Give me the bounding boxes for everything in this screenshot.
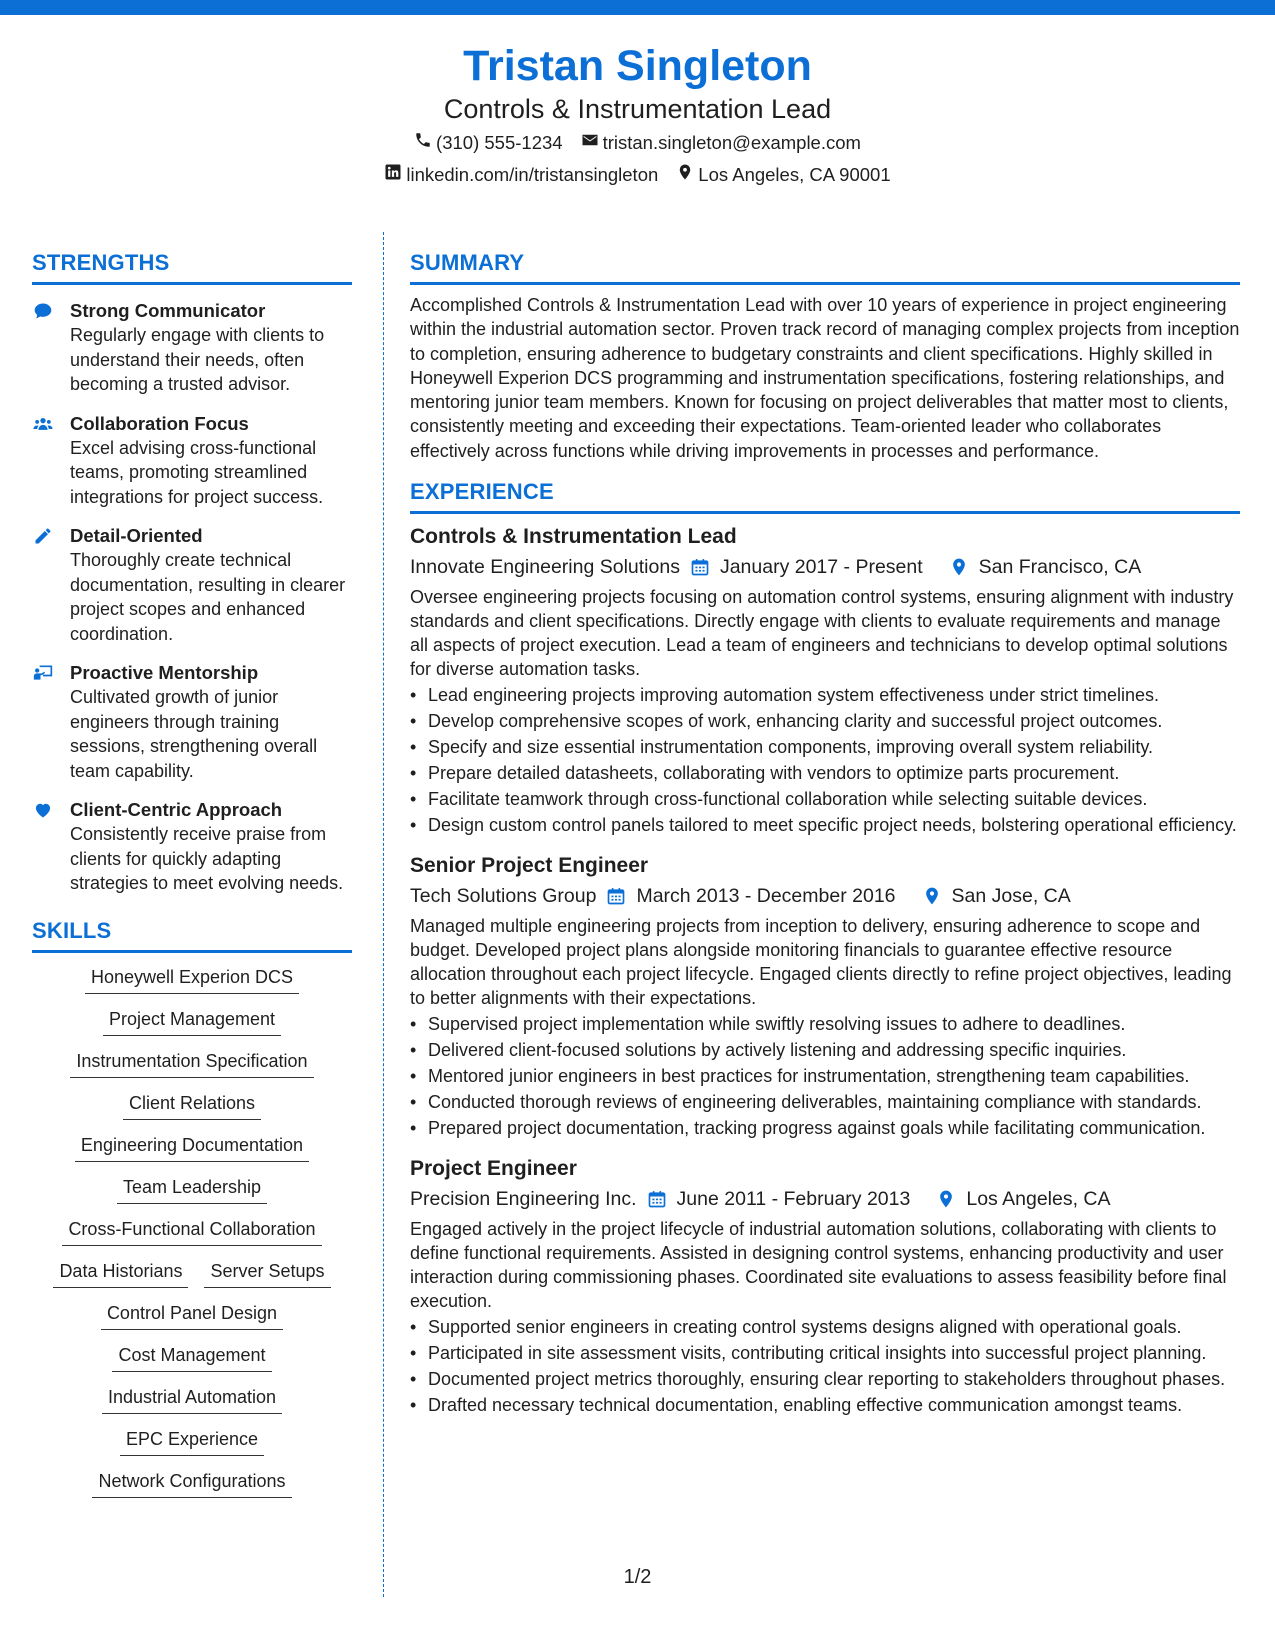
job-meta	[410, 881, 1240, 911]
skill-row	[32, 1049, 352, 1078]
map-pin-icon	[949, 557, 969, 577]
skill-row	[32, 1343, 352, 1372]
resume-header	[0, 40, 1275, 190]
job-bullets	[410, 683, 1240, 837]
skill-row	[32, 965, 352, 994]
strength-title: Proactive Mentorship	[70, 662, 259, 683]
job-meta	[410, 552, 1240, 582]
job-meta	[410, 1184, 1240, 1214]
job-location: San Jose, CA	[951, 885, 1071, 908]
strength-item	[32, 661, 352, 783]
page-indicator: 1/2	[623, 1566, 652, 1588]
job-role: Senior Project Engineer	[410, 854, 649, 878]
right-column	[410, 248, 1240, 1419]
teacher-icon	[32, 661, 56, 783]
bullet-item: • Documented project metrics thoroughly, ensuring clear reporting to stakeholders throughout phases.	[410, 1367, 1240, 1391]
job-description: Engaged actively in the project lifecycle of industrial automation solutions, collaborating with clients to define functional requirements. Assisted in designing control systems, enhancing productivity and user interaction during commissioning phases. Coordinated site evaluations to assess feasibility before final execution.	[410, 1219, 1227, 1312]
skill-row	[32, 1133, 352, 1162]
map-pin-icon	[922, 886, 942, 906]
strength-item	[32, 299, 352, 397]
calendar-icon	[647, 1189, 667, 1209]
job-company: Tech Solutions Group	[410, 885, 597, 908]
left-column	[32, 248, 352, 1511]
skill-tag: Network Configurations	[92, 1469, 291, 1498]
strength-item	[32, 412, 352, 510]
users-icon	[32, 412, 56, 510]
skill-row	[32, 1469, 352, 1498]
contact-row-2	[0, 160, 1275, 190]
strength-item	[32, 798, 352, 896]
bullet-item: • Participated in site assessment visits, contributing critical insights into successful project planning.	[410, 1341, 1240, 1365]
candidate-name: Tristan Singleton	[463, 42, 812, 90]
bullet-item: • Design custom control panels tailored to meet specific project needs, bolstering operational efficiency.	[410, 813, 1240, 837]
phone-icon	[414, 128, 432, 158]
heart-icon	[32, 798, 56, 896]
bullet-item: • Delivered client-focused solutions by actively listening and addressing specific inquiries.	[410, 1038, 1240, 1062]
summary-text: Accomplished Controls & Instrumentation Lead with over 10 years of experience in project engineering within the industrial automation sector. Proven track record of managing complex projects from inception to completion, ensuring adherence to budgetary constraints and client specifications. Highly skilled in Honeywell Experion DCS programming and instrumentation specifications, fostering relationships, and mentoring junior team members. Known for focusing on project deliverables that matter most to clients, consistently meeting and exceeding their expectations. Team-oriented leader who collaborates effectively across functions while driving improvements in processes and performance.	[410, 295, 1240, 461]
bullet-item: • Mentored junior engineers in best practices for instrumentation, strengthening team capabilities.	[410, 1064, 1240, 1088]
skill-tag: Project Management	[103, 1007, 281, 1036]
contact-row-1	[0, 128, 1275, 158]
skill-tag: Honeywell Experion DCS	[85, 965, 299, 994]
strength-desc: Excel advising cross-functional teams, promoting streamlined integrations for project success.	[70, 437, 324, 507]
skill-tag: Cross-Functional Collaboration	[62, 1217, 321, 1246]
job-bullets	[410, 1012, 1240, 1140]
linkedin-url: linkedin.com/in/tristansingleton	[406, 164, 659, 185]
candidate-title: Controls & Instrumentation Lead	[443, 94, 832, 124]
job-role: Project Engineer	[410, 1157, 577, 1181]
bullet-item: • Prepare detailed datasheets, collaborating with vendors to optimize parts procurement.	[410, 761, 1240, 785]
bullet-item: • Specify and size essential instrumentation components, improving overall system reliability.	[410, 735, 1240, 759]
job-entry	[410, 1154, 1240, 1417]
job-description: Oversee engineering projects focusing on automation control systems, ensuring alignment with industry standards and client specifications. Directly engage with clients to evaluate requirements and manage all aspects of project execution. Lead a team of engineers and technicians to develop optimal solutions for diverse automation tasks.	[410, 587, 1234, 680]
skill-tag: Engineering Documentation	[75, 1133, 309, 1162]
job-bullets	[410, 1315, 1240, 1417]
email-icon	[581, 128, 599, 158]
skill-tag: Client Relations	[123, 1091, 261, 1120]
skill-tag: Data Historians	[53, 1259, 188, 1288]
phone-number: (310) 555-1234	[436, 132, 563, 153]
job-description: Managed multiple engineering projects from inception to delivery, ensuring adherence to scope and budget. Developed project plans alongside monitoring financials to guarantee effective resource allocation throughout each project lifecycle. Engaged clients directly to refine project objectives, leading to better alignments with their expectations.	[410, 916, 1232, 1009]
job-entry	[410, 851, 1240, 1140]
location-text: Los Angeles, CA 90001	[698, 164, 891, 185]
job-location: San Francisco, CA	[978, 556, 1142, 579]
bullet-item: • Supported senior engineers in creating control systems designs aligned with operational goals.	[410, 1315, 1240, 1339]
bullet-item: • Prepared project documentation, tracking progress against goals while facilitating communication.	[410, 1116, 1240, 1140]
strength-item	[32, 524, 352, 646]
job-company: Innovate Engineering Solutions	[410, 556, 680, 579]
phone-contact[interactable]	[414, 128, 563, 158]
skill-row	[32, 1427, 352, 1456]
skill-row	[32, 1007, 352, 1036]
strength-title: Collaboration Focus	[70, 412, 249, 434]
job-location: Los Angeles, CA	[966, 1188, 1111, 1211]
strength-desc: Consistently receive praise from clients for quickly adapting strategies to meet evolving needs.	[70, 824, 344, 893]
job-dates: March 2013 - December 2016	[636, 885, 896, 908]
skill-tag: Control Panel Design	[101, 1301, 283, 1330]
strength-title: Client-Centric Approach	[70, 799, 283, 820]
strength-title: Strong Communicator	[70, 300, 266, 321]
strength-desc: Thoroughly create technical documentation, resulting in clearer project scopes and enhanced coordination.	[70, 550, 346, 644]
skills-list	[32, 965, 352, 1498]
bullet-item: • Supervised project implementation while swiftly resolving issues to adhere to deadlines.	[410, 1012, 1240, 1036]
strengths-list	[32, 299, 352, 896]
email-address: tristan.singleton@example.com	[602, 132, 861, 153]
calendar-icon	[690, 557, 710, 577]
skill-tag: EPC Experience	[120, 1427, 264, 1456]
bullet-item: • Lead engineering projects improving automation system effectiveness under strict timelines.	[410, 683, 1240, 707]
linkedin-contact[interactable]	[384, 160, 658, 190]
calendar-icon	[606, 886, 626, 906]
skill-tag: Instrumentation Specification	[70, 1049, 313, 1078]
strength-title: Detail-Oriented	[70, 525, 203, 546]
strengths-heading: STRENGTHS	[32, 248, 352, 285]
strength-desc: Regularly engage with clients to understand their needs, often becoming a trusted advisor.	[70, 325, 325, 394]
location-contact	[676, 160, 890, 190]
column-divider	[383, 232, 384, 1597]
skills-heading: SKILLS	[32, 916, 352, 953]
job-dates: June 2011 - February 2013	[676, 1188, 911, 1211]
job-company: Precision Engineering Inc.	[410, 1188, 637, 1211]
speech-bubble-icon	[32, 299, 56, 397]
skill-row	[32, 1259, 352, 1288]
map-pin-icon	[676, 160, 694, 190]
summary-heading: SUMMARY	[410, 248, 1240, 285]
map-pin-icon	[936, 1189, 956, 1209]
experience-heading: EXPERIENCE	[410, 477, 1240, 514]
bullet-item: • Facilitate teamwork through cross-functional collaboration while selecting suitable devices.	[410, 787, 1240, 811]
bullet-item: • Conducted thorough reviews of engineering deliverables, maintaining compliance with standards.	[410, 1090, 1240, 1114]
bullet-item: • Drafted necessary technical documentation, enabling effective communication amongst teams.	[410, 1393, 1240, 1417]
skill-row	[32, 1217, 352, 1246]
skill-tag: Cost Management	[112, 1343, 271, 1372]
job-entry	[410, 522, 1240, 837]
strength-desc: Cultivated growth of junior engineers through training sessions, strengthening overall team capability.	[70, 687, 318, 781]
pencil-icon	[32, 524, 56, 646]
skill-row	[32, 1301, 352, 1330]
skill-row	[32, 1091, 352, 1120]
skill-tag: Server Setups	[204, 1259, 330, 1288]
skill-row	[32, 1385, 352, 1414]
email-contact[interactable]	[581, 128, 861, 158]
skill-row	[32, 1175, 352, 1204]
job-dates: January 2017 - Present	[719, 556, 923, 579]
skill-tag: Team Leadership	[117, 1175, 267, 1204]
bullet-item: • Develop comprehensive scopes of work, enhancing clarity and successful project outcomes.	[410, 709, 1240, 733]
top-accent-bar	[0, 0, 1275, 15]
skill-tag: Industrial Automation	[102, 1385, 282, 1414]
linkedin-icon	[384, 160, 402, 190]
job-role: Controls & Instrumentation Lead	[410, 525, 737, 549]
